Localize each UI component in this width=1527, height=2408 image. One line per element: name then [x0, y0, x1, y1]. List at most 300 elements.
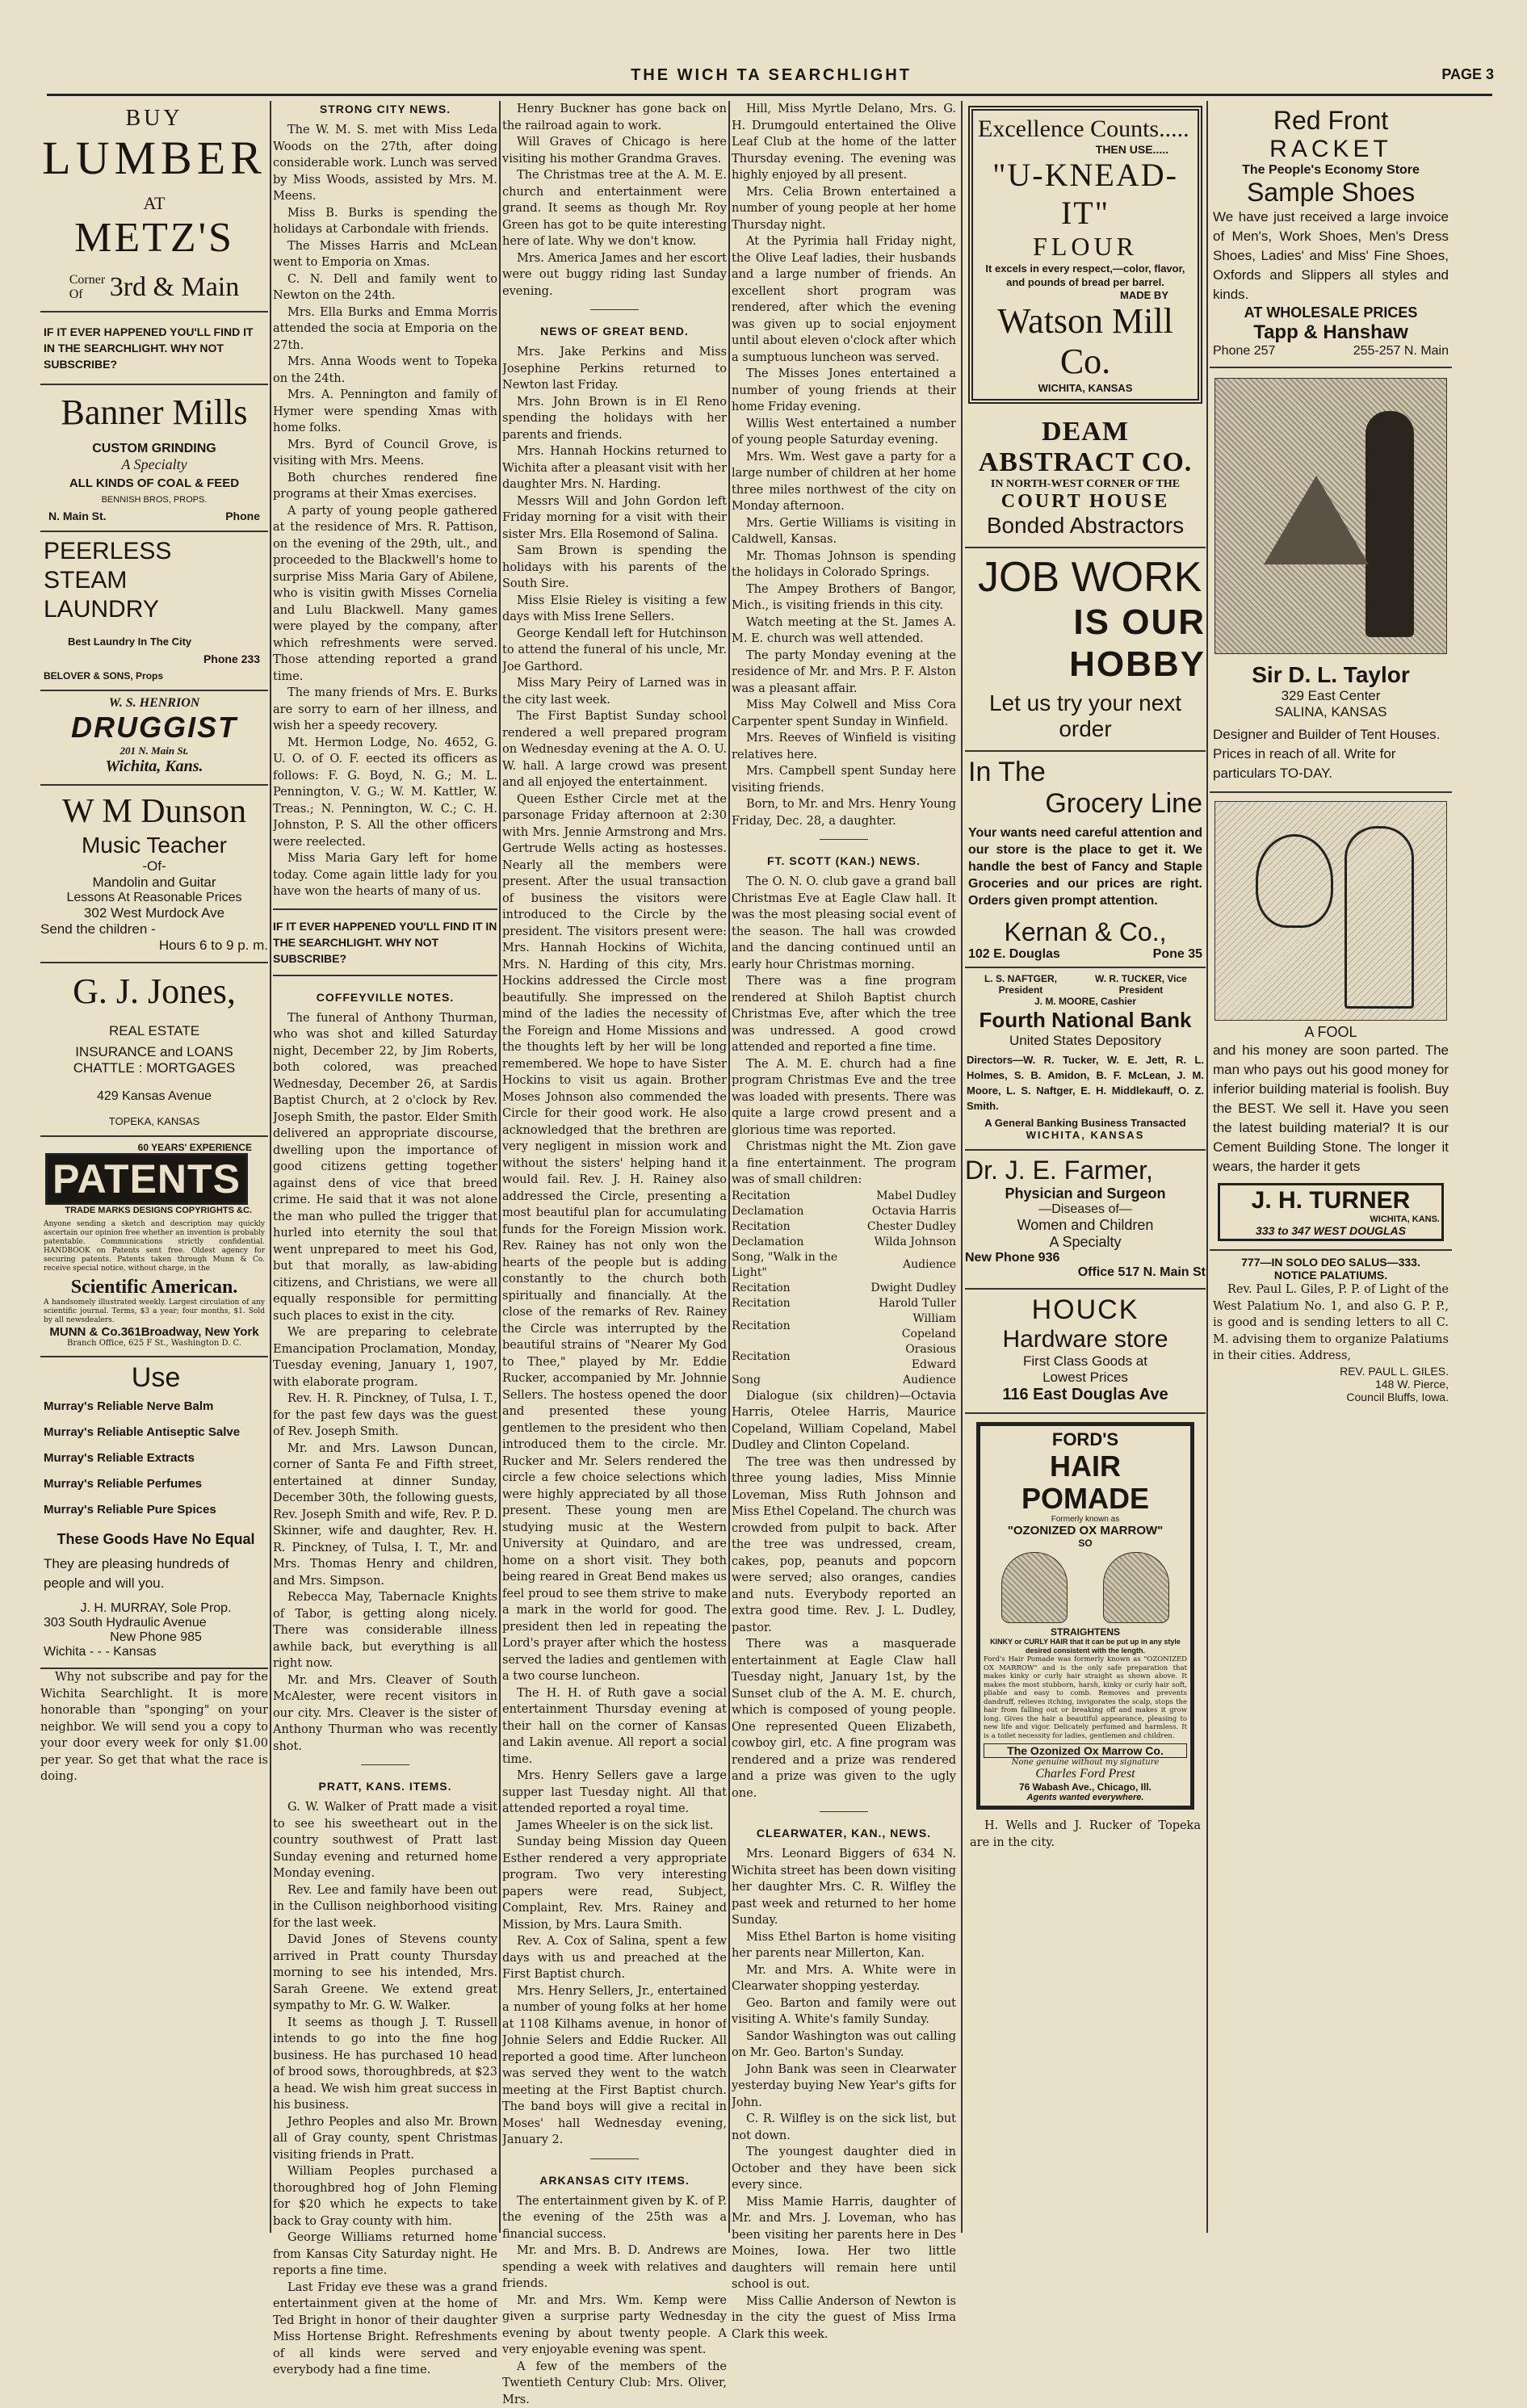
- ad-headline: Dr. J. E. Farmer,: [965, 1156, 1206, 1185]
- ad-text: and his money are soon parted. The man who pays out his good money for inferior building material is foolish. Buy the BEST. We sell it. Have you seen the latest building material? It is our Cement Building Stone. The longer it wears, the harder it gets: [1210, 1041, 1452, 1177]
- ad-text: Lowest Prices: [965, 1370, 1206, 1386]
- ad-text: 201 N. Main St.: [40, 745, 268, 757]
- ad-headline: Hardware store: [965, 1326, 1206, 1353]
- ad-text: It excels in every respect,—color, flavor, and pounds of bread per barrel.: [978, 262, 1193, 289]
- ad-text: ALL KINDS OF COAL & FEED: [40, 476, 268, 490]
- ad-text: THEN USE.....: [978, 143, 1193, 156]
- ad-headline: Kernan & Co.,: [968, 917, 1202, 947]
- ad-turner: [1210, 793, 1452, 1251]
- article-heading: FT. SCOTT (KAN.) NEWS.: [732, 854, 956, 867]
- article-heading: ARKANSAS CITY ITEMS.: [502, 2174, 727, 2187]
- paragraph: The party Monday evening at the residence of Mr. and Mrs. P. F. Alston was a pleasant affair.: [732, 648, 956, 698]
- ad-text: FORD'S: [984, 1429, 1187, 1450]
- ad-text: 333 to 347 WEST DOUGLAS: [1222, 1224, 1440, 1237]
- ad-headline: Watson Mill Co.: [978, 301, 1193, 382]
- ad-headline: "U-KNEAD-IT": [978, 156, 1193, 232]
- ad-text: STRAIGHTENS: [984, 1626, 1187, 1638]
- divider: [590, 309, 639, 310]
- column-rule: [499, 101, 501, 2233]
- program-item: Song, "Walk in the Light": [732, 1250, 863, 1281]
- paragraph: Queen Esther Circle met at the parsonage Friday afternoon at 2:30 with Mrs. Jennie Armstrong and Mrs. Gertrude Wells acting as hostesses. Nearly all the members were present. After the usual transaction of business the visitors were introduced to the Circle by the president. The visitors present were: Mrs. Hannah Hockins of Wichita, Mrs. N. Harding of this city, Mrs. Hockins addressed the Circle most beautifully. She impressed on the mind of the ladies the necessity of the Foreign and Home Missions and the thoughts left by her will be long remembered. We hope to have Sister Hockins to visit us again. Brother Moses Johnson also commended the Circle for their good work. He also acknowledged that the brethren are very negligent in mission work and without the sisters' helping hand it would fail. Rev. J. H. Rainey also addressed the Circle, presenting a most beautiful plan for accumulating funds for the Foreign Mission work. Rev. Rainey has not only won the hearts of the people but is adding constantly to the church both spiritually and financially. At the close of the remarks of Rev. Rainey the Circle was interrupted by the beautiful strains of "Nearer My God to Thee," played by Mr. Eddie Rucker, accompanied by Mr. Johnnie Sellers. The hostess opened the door and presented these young gentlemen to the president who then introduced them to the circle. Mr. Rucker and Mr. Selers rendered the circle a few choice selections which were highly appreciated by all those present. These young men are studying music at the Western University at Quindaro, and are home on a short visit. They both being reared in Great Bend makes us feel proud to see them strive to make a mark in the world for good. The president then led in repeating the Lord's prayer after which the hostess served the ladies and gentlemen with a two course luncheon.: [502, 791, 727, 1685]
- ad-text: The People's Economy Store: [1210, 163, 1452, 178]
- figure-silhouette: [1365, 411, 1414, 637]
- program-performer: William Copeland: [863, 1311, 956, 1342]
- ad-text: Designer and Builder of Tent Houses. Prices in reach of all. Write for particulars TO-DAY.: [1210, 720, 1452, 783]
- program-item: Recitation: [732, 1189, 863, 1204]
- paragraph: At the Pyrimia hall Friday night, the Olive Leaf ladies, their husbands and a large number of friends. An excellent short program was rendered, after which the evening was given up to social enjoyment until about eleven o'clock after which a sumptuous luncheon was served.: [732, 233, 956, 366]
- table-row: [732, 1219, 956, 1235]
- page-number: PAGE 3: [1441, 66, 1494, 83]
- article-heading: NEWS OF GREAT BEND.: [502, 325, 727, 338]
- program-performer: Chester Dudley: [863, 1219, 956, 1235]
- paragraph: Christmas night the Mt. Zion gave a fine entertainment. The program was of small children:: [732, 1139, 956, 1189]
- ad-text: The Ozonized Ox Marrow Co.: [984, 1743, 1187, 1758]
- ad-text: AT WHOLESALE PRICES: [1210, 304, 1452, 321]
- paragraph: Last Friday eve these was a grand entertainment given at the home of Ted Bright in honor of their daughter Miss Hortense Bright. Refreshments of all kinds were served and everybody had a fine time.: [273, 2280, 497, 2379]
- paragraph: Sam Brown is spending the holidays with his parents of the South Sire.: [502, 543, 727, 593]
- ad-headline: Scientific American.: [40, 1277, 268, 1298]
- divider: [820, 1811, 868, 1812]
- paragraph: Mrs. Jake Perkins and Miss Josephine Perkins returned to Newton last Friday.: [502, 344, 727, 394]
- ad-text: Phone 257: [1213, 344, 1275, 359]
- portrait-illustration: [1103, 1552, 1169, 1623]
- paragraph: Why not subscribe and pay for the Wichita Searchlight. It is more honorable than "sponging" on your neighbor. We will send you a copy to your door every week for only $1.00 per year. So get that what the race is doing.: [40, 1669, 268, 1785]
- ad-text: Bonded Abstractors: [965, 513, 1206, 539]
- ad-text: 76 Wabash Ave., Chicago, Ill.: [984, 1781, 1187, 1793]
- ad-text: Corner Of: [69, 273, 102, 302]
- program-item: Recitation: [732, 1311, 863, 1342]
- article-pratt: [273, 1799, 497, 2379]
- article-arkansas-city: [502, 2193, 727, 2408]
- ad-text: New Phone 985: [44, 1630, 268, 1645]
- ad-text: They are pleasing hundreds of people and will you.: [44, 1554, 268, 1593]
- portrait-photo: [1214, 378, 1447, 654]
- ad-headline: In The: [968, 757, 1202, 788]
- ad-laundry: [40, 532, 268, 691]
- table-row: [732, 1204, 956, 1219]
- program-performer: Orasious Edward: [863, 1342, 956, 1373]
- paragraph: G. W. Walker of Pratt made a visit to see his sweetheart out in the country southwest of Pratt last Sunday evening and returned home Monday evening.: [273, 1799, 497, 1882]
- program-performer: Harold Tuller: [863, 1296, 956, 1311]
- ad-headline: A FOOL: [1210, 1024, 1452, 1041]
- ad-text: WICHITA, KANS.: [1222, 1214, 1440, 1224]
- ad-headline: PATENTS: [45, 1153, 248, 1205]
- paragraph: Mrs. Campbell spent Sunday here visiting friends.: [732, 763, 956, 796]
- paragraph: Mrs. John Brown is in El Reno spending the holidays with her parents and friends.: [502, 394, 727, 444]
- ad-text: A General Banking Business Transacted: [965, 1117, 1206, 1129]
- ad-headline: Use: [44, 1362, 268, 1394]
- paragraph: Mrs. Leonard Biggers of 634 N. Wichita street has been down visiting her daughter Mrs. C. R. Wilfley the past week and returned to her home Sunday.: [732, 1846, 956, 1929]
- paragraph: Will Graves of Chicago is here visiting his mother Grandma Graves.: [502, 134, 727, 167]
- ad-text: Hours 6 to 9 p. m.: [40, 938, 268, 954]
- masthead: [48, 66, 1494, 94]
- paragraph: Rebecca May, Tabernacle Knights of Tabor, is getting along nicely. There was considerable illness awhile back, but everything is all right now.: [273, 1589, 497, 1672]
- ad-text: New Phone 936: [965, 1251, 1206, 1265]
- paragraph: John Bank was seen in Clearwater yesterday buying New Year's gifts for John.: [732, 2062, 956, 2112]
- paragraph: Mrs. Wm. West gave a party for a large number of children at her home three miles northwest of the city on Monday afternoon.: [732, 449, 956, 515]
- article-clearwater: [732, 1846, 956, 2343]
- ad-text: 102 E. Douglas: [968, 947, 1060, 962]
- cartoon-illustration: [1214, 801, 1447, 1021]
- ad-headline: DEAM ABSTRACT CO.: [965, 417, 1206, 478]
- table-row: [732, 1311, 956, 1342]
- ad-text: -Of-: [40, 858, 268, 875]
- ad-text: KINKY or CURLY HAIR that it can be put up in any style desired consistent with the length.: [984, 1638, 1187, 1655]
- ad-headline: Tapp & Hanshaw: [1210, 321, 1452, 344]
- program-performer: Audience: [863, 1373, 956, 1388]
- ad-text: Office 517 N. Main St: [965, 1265, 1206, 1280]
- ad-text: Excellence Counts.....: [978, 115, 1193, 143]
- paragraph: The Ampey Brothers of Bangor, Mich., is visiting friends in this city.: [732, 581, 956, 615]
- ad-racket: [1210, 101, 1452, 368]
- table-row: [732, 1342, 956, 1373]
- column-4: [732, 101, 956, 2343]
- ad-pomade: [976, 1422, 1194, 1810]
- ad-headline: HOUCK: [965, 1294, 1206, 1326]
- ad-grocery: [965, 752, 1206, 968]
- column-5: [965, 101, 1206, 1851]
- ad-text: CUSTOM GRINDING: [40, 442, 268, 456]
- ad-druggist: [40, 691, 268, 786]
- ad-patents: [40, 1137, 268, 1357]
- ad-text: Murray's Reliable Nerve Balm: [44, 1394, 268, 1420]
- ad-headline: J. H. TURNER: [1252, 1187, 1411, 1214]
- ad-text: L. S. NAFTGER, President: [965, 973, 1076, 996]
- ad-text: COURT HOUSE: [965, 491, 1206, 513]
- ad-text: BUY: [40, 106, 268, 132]
- ad-text: NOTICE PALATIUMS.: [1213, 1269, 1449, 1282]
- signature: Council Bluffs, Iowa.: [1213, 1391, 1449, 1403]
- ad-text: 302 West Murdock Ave: [40, 905, 268, 921]
- ad-headline: Fourth National Bank: [965, 1007, 1206, 1033]
- paragraph: The entertainment given by K. of P. the evening of the 25th was a financial success.: [502, 2193, 727, 2243]
- article-great-bend: [502, 344, 727, 2149]
- paragraph: Miss Elsie Rieley is visiting a few days with Miss Irene Sellers.: [502, 593, 727, 626]
- paragraph: Geo. Barton and family were out visiting A. White's family Sunday.: [732, 1995, 956, 2028]
- signature: 148 W. Pierce,: [1213, 1378, 1449, 1391]
- paragraph: Watch meeting at the St. James A. M. E. church was well attended.: [732, 615, 956, 648]
- ad-text: SALINA, KANSAS: [1210, 704, 1452, 720]
- paragraph: James Wheeler is on the sick list.: [502, 1818, 727, 1835]
- paragraph: The A. M. E. church had a fine program Christmas Eve and the tree was loaded with presents. There was quite a large crowd present and a glorious time was reported.: [732, 1056, 956, 1139]
- column-rule: [270, 101, 271, 2233]
- ad-text: First Class Goods at: [965, 1353, 1206, 1370]
- paragraph: Rev. Lee and family have been out in the Cullison neighborhood visiting for the last week.: [273, 1882, 497, 1932]
- ad-banner-mills: [40, 385, 268, 532]
- ad-text: MUNN & Co.361Broadway, New York: [40, 1325, 268, 1339]
- ad-headline: LUMBER: [40, 132, 268, 185]
- ad-headline: Banner Mills: [40, 390, 268, 435]
- ad-text: Murray's Reliable Antiseptic Salve: [44, 1420, 268, 1445]
- ad-text: Pone 35: [1153, 947, 1202, 962]
- column-2: [273, 101, 497, 2379]
- program-item: Song: [732, 1373, 863, 1388]
- paragraph: The H. H. of Ruth gave a social entertainment Thursday evening at their hall on the corner of Kansas and Lakin avenue. All report a social time.: [502, 1685, 727, 1768]
- ad-headline: DRUGGIST: [40, 711, 268, 745]
- ad-text: Ford's Hair Pomade was formerly known as "OZONIZED OX MARROW" and is the only safe preparation that makes kinky or curly hair straight as shown above. It makes the most stubborn, harsh, kinky or curly hair soft, pliable and easy to comb. Removes and prevents dandruff, relieves itching, invigorates the scalp, stops the hair from falling out or breaking off and makes it grow long. Gives the hair a beautiful appearance, pleasing to new life and vigor. Delicately perfumed and harmless. It is a toilet necessity for ladies, gentlemen and children.: [984, 1655, 1187, 1740]
- ad-text: 429 Kansas Avenue: [40, 1089, 268, 1104]
- ad-doctor: [965, 1151, 1206, 1290]
- ad-text: MADE BY: [978, 289, 1193, 301]
- ad-text: Music Teacher: [40, 833, 268, 858]
- column-rule: [961, 101, 963, 2233]
- ad-text: 60 YEARS' EXPERIENCE: [40, 1142, 268, 1153]
- subscribe-notice: IF IT EVER HAPPENED YOU'LL FIND IT IN THE SEARCHLIGHT. WHY NOT SUBSCRIBE?: [40, 313, 268, 385]
- ad-text: Your wants need careful attention and our store is the place to get it. We handle the best of Fancy and Staple Groceries and our prices are right. Orders given prompt attention.: [968, 824, 1202, 909]
- ad-dunson: [40, 786, 268, 963]
- paragraph: Both churches rendered fine programs at their Xmas exercises.: [273, 470, 497, 503]
- ad-text: 3rd & Main: [110, 272, 240, 303]
- top-rule: [47, 94, 1492, 96]
- program-table: [732, 1189, 956, 1388]
- ad-text: Agents wanted everywhere.: [984, 1793, 1187, 1802]
- paragraph: Mt. Hermon Lodge, No. 4652, G. U. O. of O. F. eected its officers as follows: F. G. Boyd, N. G.; M. L. Pennington, V. G.; W. M. Kattler, W. Treas.; N. Pennington, W. C.; C. H. Johnston, P. S. All the other officers were reelected.: [273, 735, 497, 851]
- paragraph: H. Wells and J. Rucker of Topeka are in the city.: [970, 1818, 1201, 1851]
- ad-headline: W M Dunson: [40, 791, 268, 833]
- paragraph: Henry Buckner has gone back on the railroad again to work.: [502, 101, 727, 134]
- ad-headline: Grocery Line: [968, 788, 1202, 820]
- ad-text: IN NORTH-WEST CORNER OF THE: [965, 478, 1206, 491]
- paragraph: Mr. and Mrs. Cleaver of South McAlester, were recent visitors in our city. Mrs. Cleaver is the sister of Anthony Thurman who was recently shot.: [273, 1672, 497, 1756]
- ad-text: BENNISH BROS, PROPS.: [40, 495, 268, 505]
- ad-text: CHATTLE : MORTGAGES: [40, 1060, 268, 1076]
- ad-text: REAL ESTATE: [40, 1023, 268, 1039]
- ad-headline: METZ'S: [40, 214, 268, 262]
- paragraph: Hill, Miss Myrtle Delano, Mrs. G. H. Drumgould entertained the Olive Leaf Club at the home of the latter Thursday evening. The evening was highly enjoyed by all present.: [732, 101, 956, 184]
- program-item: Declamation: [732, 1235, 863, 1250]
- paragraph: Mr. and Mrs. B. D. Andrews are spending a week with relatives and friends.: [502, 2242, 727, 2293]
- paragraph: The youngest daughter died in October and they have been sick every since.: [732, 2144, 956, 2194]
- tent-model: [1264, 476, 1369, 564]
- paragraph: Messrs Will and John Gordon left Friday morning for a visit with their sister Mrs. Ella Rosemond of Salina.: [502, 493, 727, 543]
- paragraph: Mrs. Reeves of Winfield is visiting relatives here.: [732, 730, 956, 763]
- ad-text: "OZONIZED OX MARROW": [984, 1524, 1187, 1538]
- ad-text: J. H. MURRAY, Sole Prop.: [44, 1601, 268, 1616]
- ad-headline: PEERLESS STEAM LAUNDRY: [44, 537, 205, 624]
- ad-text: Murray's Reliable Pure Spices: [44, 1497, 268, 1523]
- paragraph: There was a masquerade entertainment at Eagle Claw hall Tuesday night, January 1st, by the Sunset club of the A. M. E. church, which is composed of young people. One represented Queen Elizabeth, cowboy girl, etc. A fine program was rendered and a prize was rendered and a prize was given to the ugly one.: [732, 1636, 956, 1802]
- ad-taylor: [1210, 368, 1452, 793]
- paragraph: Rev. A. Cox of Salina, spent a few days with us and preached at the First Baptist church.: [502, 1933, 727, 1983]
- paragraph: Sandor Washington was out calling on Mr. Geo. Barton's Sunday.: [732, 2028, 956, 2062]
- paragraph: Mrs. A. Pennington and family of Hymer were spending Xmas with home folks.: [273, 387, 497, 437]
- program-item: Declamation: [732, 1204, 863, 1219]
- paragraph: The O. N. O. club gave a grand ball Christmas Eve at Eagle Claw hall. It was the most pleasing social event of the season. The hall was crowded and the dancing continued until an early hour Christmas morning.: [732, 874, 956, 973]
- divider: [361, 1764, 409, 1765]
- table-row: [732, 1189, 956, 1204]
- donkey-head: [1256, 834, 1333, 928]
- paragraph: Mr. and Mrs. Lawson Duncan, corner of Santa Fe and Fifth street, entertained at dinner Sunday, December 30th, the following guests, Rev. Joseph Smith and wife, Rev. P. D. Skinner, wife and daughter, Rev. H. R. Pinckney, of Tulsa, I. T., Mr. and Mrs. Thomas Henry and children, and Mrs. Simpson.: [273, 1441, 497, 1590]
- article-heading: PRATT, KANS. ITEMS.: [273, 1780, 497, 1793]
- ad-headline: Red Front: [1210, 106, 1452, 136]
- ad-text: 116 East Douglas Ave: [965, 1386, 1206, 1404]
- ad-text: Formerly known as: [984, 1515, 1187, 1524]
- ad-text: Best Laundry In The City: [44, 636, 268, 648]
- article-heading: STRONG CITY NEWS.: [273, 103, 497, 115]
- paragraph: The W. M. S. met with Miss Leda Woods on the 27th, after doing considerable work. Lunch was served by Miss Woods, assisted by Mrs. M. Meens.: [273, 122, 497, 205]
- paragraph: The Misses Harris and McLean went to Emporia on Xmas.: [273, 238, 497, 271]
- paragraph: George Williams returned home from Kansas City Saturday night. He reports a fine time.: [273, 2230, 497, 2280]
- program-item: Recitation: [732, 1219, 863, 1235]
- divider: [590, 2158, 639, 2159]
- paragraph: It seems as though J. T. Russell intends to go into the fine hog business. He has purchased 10 head of brood sows, thoroughbreds, at $23 a head. We wish him great success in his business.: [273, 2015, 497, 2114]
- paragraph: Mr. Thomas Johnson is spending the holidays in Colorado Springs.: [732, 548, 956, 581]
- program-performer: Wilda Johnson: [863, 1235, 956, 1250]
- paragraph: William Peoples purchased a thoroughbred hog of John Fleming for $20 which he expects to take back to Gray county with him.: [273, 2163, 497, 2230]
- ad-text: Wichita, Kans.: [40, 757, 268, 776]
- ad-headline: Sir D. L. Taylor: [1210, 662, 1452, 688]
- ad-jones: [40, 963, 268, 1137]
- ad-headline: FLOUR: [978, 232, 1193, 262]
- ad-text: Murray's Reliable Perfumes: [44, 1471, 268, 1497]
- ad-text: Murray's Reliable Extracts: [44, 1445, 268, 1471]
- ad-headline: IS OUR HOBBY: [965, 602, 1206, 686]
- program-performer: Dwight Dudley: [863, 1281, 956, 1296]
- footer-note: [965, 1818, 1206, 1851]
- paragraph: Born, to Mr. and Mrs. Henry Young Friday, Dec. 28, a daughter.: [732, 796, 956, 829]
- paragraph: Mrs. America James and her escort were out buggy riding last Sunday evening.: [502, 250, 727, 300]
- column-1: [40, 101, 268, 1785]
- newspaper-title: THE WICH TA SEARCHLIGHT: [48, 66, 1494, 85]
- program-performer: Mabel Dudley: [863, 1189, 956, 1204]
- ad-text: Anyone sending a sketch and description may quickly ascertain our opinion free whether an invention is probably patentable. Communications strictly confidential. HANDBOOK on Patents sent free. Oldest agency for securing patents. Patents taken through Munn & Co. receive special notice, without charge, in the: [40, 1217, 268, 1277]
- ad-text: Lessons At Reasonable Prices: [40, 891, 268, 905]
- paragraph: The tree was then undressed by three young ladies, Miss Minnie Loveman, Miss Ruth Johnson and Miss Ethel Copeland. The church was crowded from pulpit to back. After the tree was undressed, cream, cakes, pop, peanuts and popcorn were served; also oranges, candies and nuts. Everybody reported an extra good time. Rev. J. L. Dudley, pastor.: [732, 1454, 956, 1637]
- ad-text: W. R. TUCKER, Vice President: [1076, 973, 1206, 996]
- paragraph: The Misses Jones entertained a number of young friends at their home Friday evening.: [732, 366, 956, 416]
- paragraph: We are preparing to celebrate Emancipation Proclamation, Monday, Tuesday evening, January 1, 1907, with elaborate program.: [273, 1324, 497, 1391]
- ad-text: Let us try your next order: [965, 690, 1206, 742]
- ad-text: Directors—W. R. Tucker, W. E. Jett, R. L. Holmes, S. B. Amidon, B. F. McLean, J. M. Moore, L. S. Naftger, E. H. Middlekauff, O. Z. Smith.: [965, 1049, 1206, 1117]
- ad-text: A handsomely illustrated weekly. Largest circulation of any scientific journal. Terms, $3 a year; four months, $1. Sold by all newsdealers.: [40, 1298, 268, 1325]
- ad-text: Branch Office, 625 F St., Washington D. C.: [40, 1339, 268, 1348]
- ad-text: Send the children -: [40, 921, 268, 938]
- ad-text: These Goods Have No Equal: [44, 1531, 268, 1548]
- paragraph: Mrs. Henry Sellers gave a large supper last Tuesday night. All that attended reported a royal time.: [502, 1768, 727, 1818]
- paragraph: Mrs. Anna Woods went to Topeka on the 24th.: [273, 354, 497, 387]
- ad-abstract: [965, 412, 1206, 548]
- ad-headline: RACKET: [1210, 136, 1452, 163]
- ad-text: Phone 233: [44, 652, 268, 665]
- table-row: [732, 1235, 956, 1250]
- divider: [820, 839, 868, 840]
- paragraph: Rev. Paul L. Giles, P. P. of Light of the West Palatium No. 1, and also G. P. P., is good and is sending letters to all C. M. advising them to organize Palatiums in their cities. Address,: [1213, 1282, 1449, 1365]
- program-performer: Octavia Harris: [863, 1204, 956, 1219]
- ad-text: Physician and Surgeon: [965, 1185, 1206, 1202]
- article-strong-city: [273, 122, 497, 900]
- paragraph: Mr. and Mrs. Wm. Kemp were given a surprise party Wednesday evening by about twenty people. A very enjoyable evening was spent.: [502, 2293, 727, 2359]
- table-row: [732, 1296, 956, 1311]
- paragraph: The Christmas tree at the A. M. E. church and entertainment were grand. It seems as though Mr. Roy Green has got to be quite interesting here of late. Why we don't know.: [502, 167, 727, 250]
- turner-sign: [1218, 1183, 1444, 1241]
- paragraph: Mrs. Hannah Hockins returned to Wichita after a pleasant visit with her daughter Mrs. N. Harding.: [502, 443, 727, 493]
- ad-text: W. S. HENRION: [40, 696, 268, 711]
- paragraph: Mrs. Gertie Williams is visiting in Caldwell, Kansas.: [732, 515, 956, 548]
- subscribe-footer: [40, 1669, 268, 1785]
- paragraph: Miss Mamie Harris, daughter of Mr. and Mrs. J. Loveman, who has been visiting her parents here in Des Moines, Iowa. Her two little daughters will remain here until school is out.: [732, 2194, 956, 2293]
- clown-figure: [1345, 826, 1414, 1009]
- article-coffeyville: [273, 1010, 497, 1756]
- table-row: [732, 1281, 956, 1296]
- ad-text: Mandolin and Guitar: [40, 875, 268, 891]
- paragraph: A few of the members of the Twentieth Century Club: Mrs. Oliver, Mrs.: [502, 2359, 727, 2408]
- ad-text: TRADE MARKS DESIGNS COPYRIGHTS &C.: [40, 1205, 268, 1217]
- column-6: [1210, 101, 1452, 1403]
- ad-text: SO: [984, 1538, 1187, 1549]
- paragraph: Sunday being Mission day Queen Esther rendered a very appropriate program. Two very interesting papers were read, Subject, Complaint, Rev. Mrs. Rainey and Mission, by Mrs. Laura Smith.: [502, 1834, 727, 1933]
- ad-text: None genuine without my signature: [984, 1758, 1187, 1767]
- paragraph: Miss Ethel Barton is home visiting her parents near Millerton, Kan.: [732, 1929, 956, 1962]
- ad-text: 329 East Center: [1210, 688, 1452, 704]
- paragraph: Miss B. Burks is spending the holidays at Carbondale with friends.: [273, 205, 497, 238]
- article-heading: CLEARWATER, KAN., NEWS.: [732, 1827, 956, 1840]
- paragraph: Mrs. Henry Sellers, Jr., entertained a number of young folks at her home at 1108 Kilhams avenue, in honor of Johnie Selers and Eddie Rucker. All reported a good time. After luncheon was served they went to the watch meeting at the First Baptist church. The band boys will give a recital in Moses' hall Wednesday evening, January 2.: [502, 1983, 727, 2149]
- table-row: [732, 1373, 956, 1388]
- program-item: Recitation: [732, 1281, 863, 1296]
- paragraph: Rev. H. R. Pinckney, of Tulsa, I. T., for the past few days was the guest of Rev. Joseph Smith.: [273, 1391, 497, 1441]
- paragraph: The funeral of Anthony Thurman, who was shot and killed Saturday night, December 22, by Jim Roberts, both colored, was preached Wednesday, December 26, at Sardis Baptist Church, at 2 o'clock by Rev. Joseph Smith, the pastor. Elder Smith delivered an appropriate discourse, dwelling upon the importance of good citizens getting together against dens of vice that breed crime. He said that it was not alone the man who pulled the trigger that hurled into eternity the soul that went unprepared to meet his God, but that morally, as law-abiding citizens, and Christians, we were all equally responsible for permitting such places to exist in the city.: [273, 1010, 497, 1325]
- program-item: Recitation: [732, 1342, 863, 1373]
- ad-murray: [40, 1357, 268, 1669]
- paragraph: Willis West entertained a number of young people Saturday evening.: [732, 416, 956, 449]
- notice-palatiums: [1210, 1256, 1452, 1403]
- ad-job-work: [965, 548, 1206, 752]
- column-rule: [728, 101, 730, 2233]
- paragraph: Mrs. Celia Brown entertained a number of young people at her home Thursday night.: [732, 184, 956, 234]
- paragraph: Mr. and Mrs. A. White were in Clearwater shopping yesterday.: [732, 1962, 956, 1995]
- program-performer: Audience: [863, 1250, 956, 1281]
- ad-text: Wichita - - - Kansas: [44, 1645, 268, 1659]
- article-ft-scott: [732, 874, 956, 1802]
- ad-text: TOPEKA, KANSAS: [40, 1115, 268, 1127]
- ad-text: INSURANCE and LOANS: [40, 1044, 268, 1060]
- ad-text: Phone: [225, 510, 260, 522]
- ad-lumber: [40, 101, 268, 313]
- ad-text: United States Depository: [965, 1033, 1206, 1049]
- ad-text: —Diseases of—: [965, 1202, 1206, 1217]
- paragraph: A party of young people gathered at the residence of Mrs. R. Pattison, on the evening of the 29th, ult., and proceeded to the Blackwell's home to surprise Miss Maria Gary of Abilene, who is visitin gwith Misses Cornelia and Lulu Blackwell. Many games were played by the company, after which refreshments were served. Those attending reported a grand time.: [273, 503, 497, 686]
- ad-text: 255-257 N. Main: [1353, 344, 1449, 359]
- ad-text: BELOVER & SONS, Props: [44, 670, 268, 682]
- ad-text: Women and Children: [965, 1217, 1206, 1234]
- program-item: Recitation: [732, 1296, 863, 1311]
- ad-text: 777—IN SOLO DEO SALUS—333.: [1213, 1256, 1449, 1269]
- paragraph: Dialogue (six children)—Octavia Harris, Otelee Harris, Maurice Copeland, William Copeland, Mabel Dudley and Clinton Copeland.: [732, 1388, 956, 1454]
- ad-text: We have just received a large invoice of Men's, Work Shoes, Men's Dress Shoes, Ladies' and Miss' Fine Shoes, Oxfords and Slippers all styles and kinds.: [1210, 208, 1452, 304]
- column-3: [502, 101, 727, 2408]
- portrait-illustration: [1001, 1552, 1068, 1623]
- paragraph: Jethro Peoples and also Mr. Brown all of Gray county, spent Christmas visiting friends in Pratt.: [273, 2114, 497, 2164]
- article-heading: COFFEYVILLE NOTES.: [273, 991, 497, 1004]
- ad-text: A Specialty: [965, 1234, 1206, 1251]
- ad-headline: G. J. Jones,: [40, 968, 268, 1015]
- ad-flour: [968, 106, 1202, 404]
- ad-houck: [965, 1290, 1206, 1414]
- ad-text: WICHITA, KANSAS: [978, 382, 1193, 394]
- paragraph: C. N. Dell and family went to Newton on the 24th.: [273, 271, 497, 304]
- paragraph: Miss Maria Gary left for home today. Come again little lady for you have won the hearts of many of us.: [273, 850, 497, 900]
- ad-headline: HAIR POMADE: [984, 1450, 1187, 1515]
- paragraph: The many friends of Mrs. E. Burks are sorry to earn of her illness, and wish her a speedy recovery.: [273, 685, 497, 735]
- paragraph: Miss Mary Peiry of Larned was in the city last week.: [502, 675, 727, 708]
- ad-text: N. Main St.: [48, 510, 107, 522]
- signature: Charles Ford Prest: [984, 1767, 1187, 1781]
- subscribe-notice: IF IT EVER HAPPENED YOU'LL FIND IT IN THE SEARCHLIGHT. WHY NOT SUBSCRIBE?: [273, 908, 497, 976]
- ad-text: A Specialty: [40, 456, 268, 473]
- paragraph: The First Baptist Sunday school rendered a well prepared program on Wednesday evening at the A. O. U. W. hall. A large crowd was present and all enjoyed the entertainment.: [502, 708, 727, 791]
- paragraph: David Jones of Stevens county arrived in Pratt county Thursday morning to see his intended, Mrs. Sarah Greene. We extend great sympathy to Mr. G. W. Walker.: [273, 1932, 497, 2015]
- ad-text: AT: [40, 193, 268, 214]
